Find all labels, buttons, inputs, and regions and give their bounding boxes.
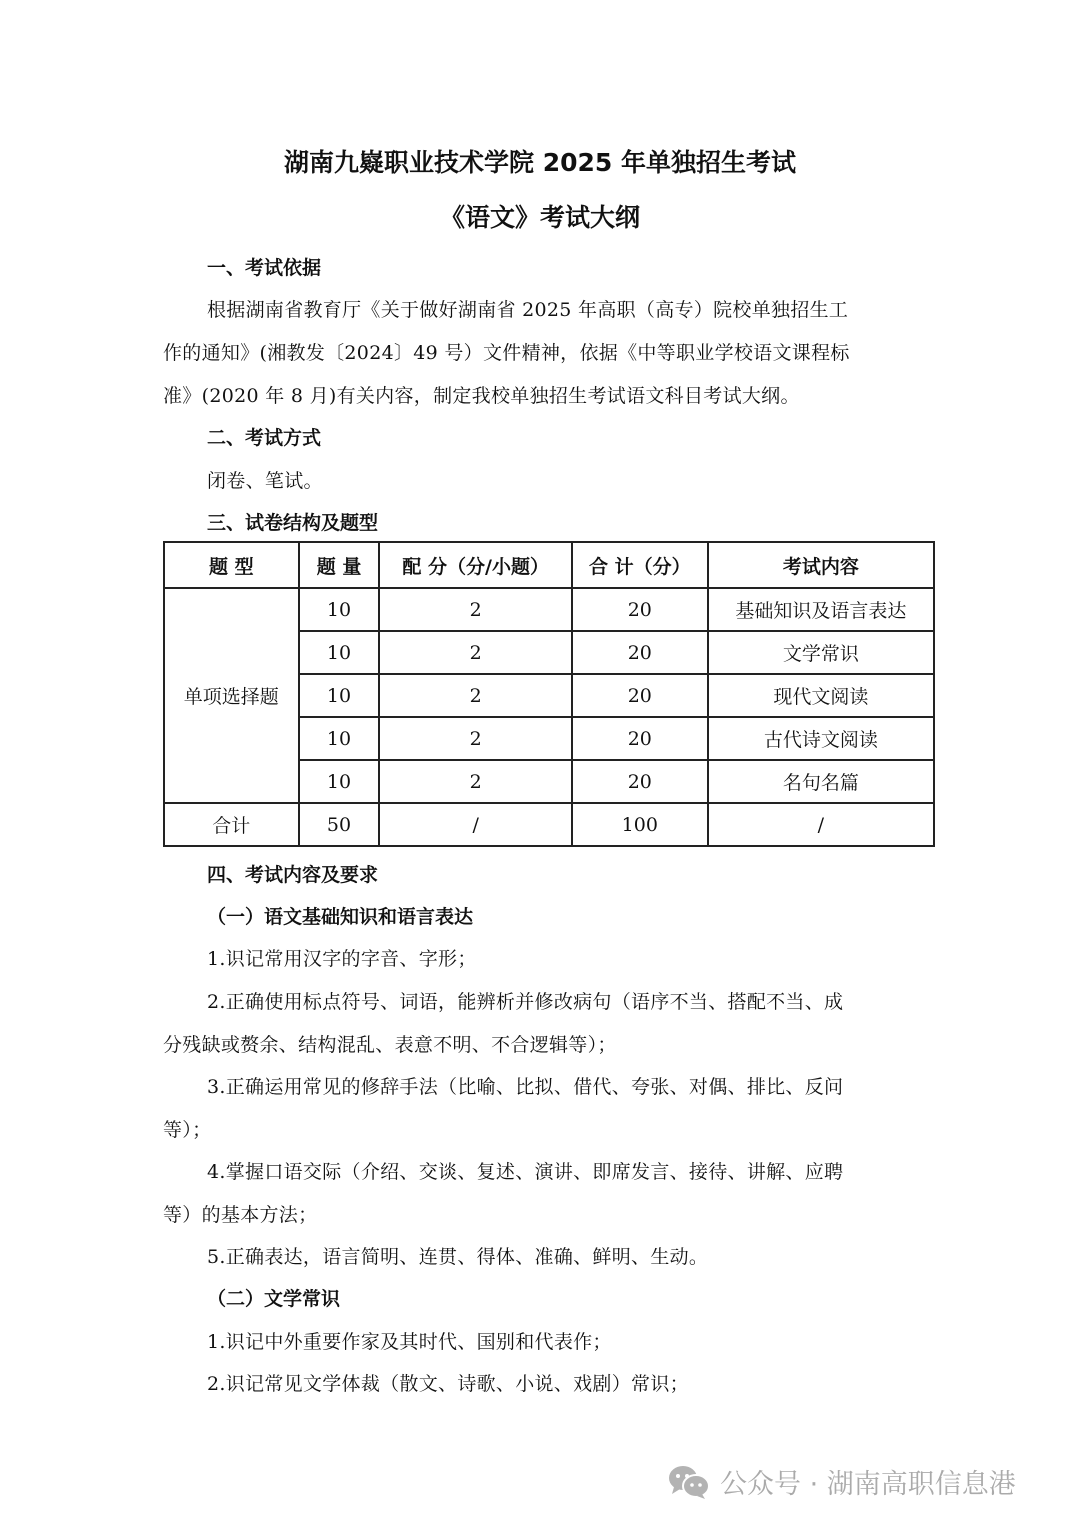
list-item: 1.识记常用汉字的字音、字形； <box>207 948 477 970</box>
table-cell: 古代诗文阅读 <box>708 717 934 760</box>
table-total-row <box>164 803 934 846</box>
table-cell: 合计 <box>164 803 299 846</box>
table-cell: 20 <box>572 631 708 674</box>
paragraph-line: 闭卷、笔试。 <box>207 470 323 492</box>
paragraph-line: 根据湖南省教育厅《关于做好湖南省 2025 年高职（高专）院校单独招生工 <box>207 299 849 321</box>
table-cell: 10 <box>299 760 380 803</box>
table-cell: 现代文阅读 <box>708 674 934 717</box>
table-cell: 10 <box>299 717 380 760</box>
table-cell: / <box>708 803 934 846</box>
list-item: 5.正确表达，语言简明、连贯、得体、准确、鲜明、生动。 <box>207 1246 709 1268</box>
section-heading: 四、考试内容及要求 <box>207 864 379 886</box>
table-cell: 20 <box>572 674 708 717</box>
table-cell: 100 <box>572 803 708 846</box>
table-cell: 文学常识 <box>708 631 934 674</box>
paragraph-line: 准》(2020 年 8 月)有关内容，制定我校单独招生考试语文科目考试大纲。 <box>163 385 800 407</box>
watermark-text: 公众号 · 湖南高职信息港 <box>720 1469 1016 1500</box>
table-header: 合 计（分） <box>572 542 708 588</box>
list-item: 等）的基本方法； <box>163 1204 318 1226</box>
table-cell: 2 <box>379 674 572 717</box>
exam-structure-table <box>163 541 935 847</box>
wechat-icon <box>668 1465 710 1499</box>
list-item: 1.识记中外重要作家及其时代、国别和代表作； <box>207 1331 612 1353</box>
table-cell: 50 <box>299 803 380 846</box>
table-cell: 2 <box>379 760 572 803</box>
group-label-cell: 单项选择题 <box>164 588 299 803</box>
table-cell: 2 <box>379 631 572 674</box>
section-heading: 二、考试方式 <box>207 427 322 449</box>
paragraph-line: 作的通知》(湘教发〔2024〕49 号）文件精神，依据《中等职业学校语文课程标 <box>163 342 850 364</box>
table-cell: 20 <box>572 760 708 803</box>
table-header: 配 分（分/小题） <box>379 542 572 588</box>
table-cell: 名句名篇 <box>708 760 934 803</box>
table-cell: 基础知识及语言表达 <box>708 588 934 631</box>
list-item: 2.识记常见文学体裁（散文、诗歌、小说、戏剧）常识； <box>207 1373 689 1395</box>
table-header: 题 量 <box>299 542 380 588</box>
table-row <box>164 588 934 631</box>
section-heading: 一、考试依据 <box>207 257 322 279</box>
watermark <box>668 1462 1016 1501</box>
table-header-row <box>164 542 934 588</box>
table-header: 题 型 <box>164 542 299 588</box>
document-subtitle: 《语文》考试大纲 <box>439 203 640 232</box>
table-cell: 2 <box>379 588 572 631</box>
table-header: 考试内容 <box>708 542 934 588</box>
list-item: 3.正确运用常见的修辞手法（比喻、比拟、借代、夸张、对偶、排比、反问 <box>207 1076 844 1098</box>
document-title: 湖南九嶷职业技术学院 2025 年单独招生考试 <box>284 148 796 177</box>
table-cell: 20 <box>572 588 708 631</box>
table-cell: 10 <box>299 588 380 631</box>
table-cell: 2 <box>379 717 572 760</box>
section-heading: 三、试卷结构及题型 <box>207 512 379 534</box>
list-item: 分残缺或赘余、结构混乱、表意不明、不合逻辑等）； <box>163 1034 617 1056</box>
list-item: 等）； <box>163 1119 212 1141</box>
table-cell: / <box>379 803 572 846</box>
list-item: 2.正确使用标点符号、词语，能辨析并修改病句（语序不当、搭配不当、成 <box>207 991 844 1013</box>
subsection-heading: （二）文学常识 <box>207 1288 341 1310</box>
subsection-heading: （一）语文基础知识和语言表达 <box>207 906 474 928</box>
table-cell: 10 <box>299 631 380 674</box>
table-cell: 10 <box>299 674 380 717</box>
list-item: 4.掌握口语交际（介绍、交谈、复述、演讲、即席发言、接待、讲解、应聘 <box>207 1161 844 1183</box>
table-cell: 20 <box>572 717 708 760</box>
